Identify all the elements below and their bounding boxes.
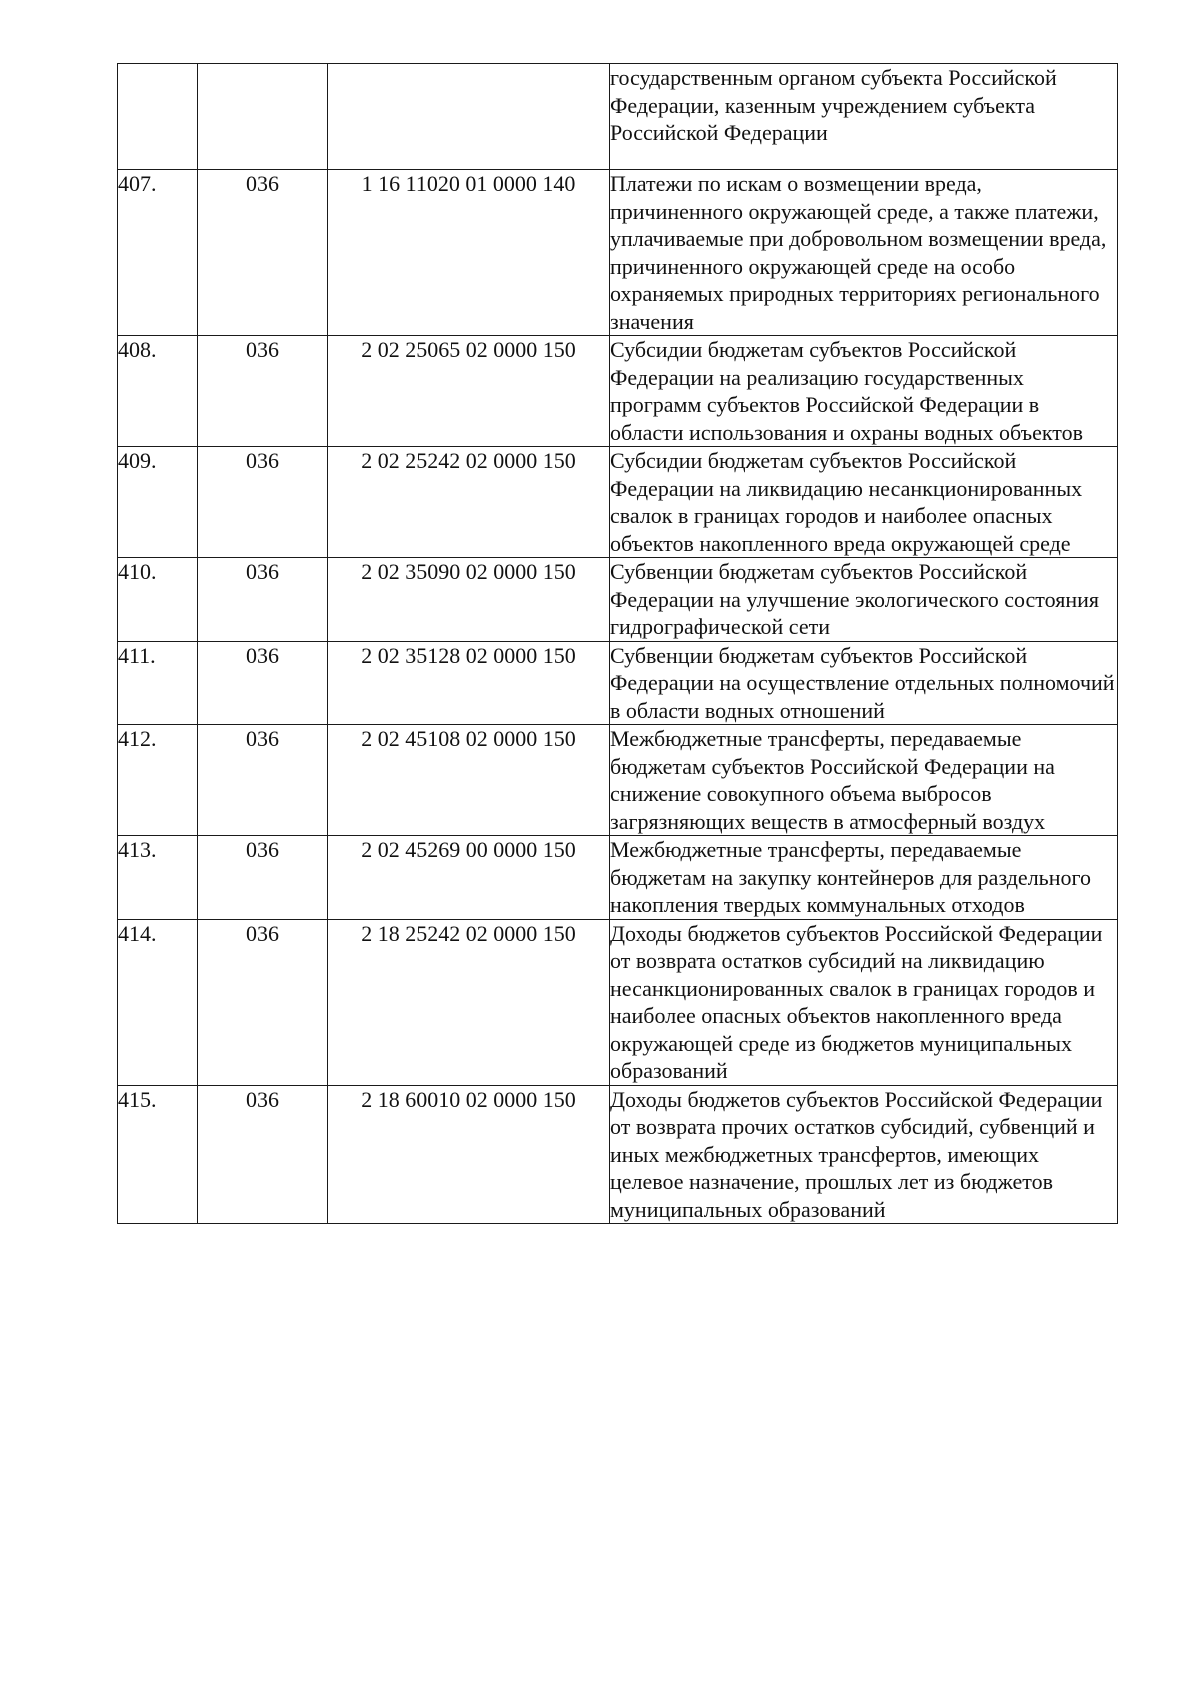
- budget-code-cell: [328, 64, 610, 170]
- row-number-cell: [118, 64, 198, 170]
- description-cell: Субвенции бюджетам субъектов Российской Федерации на улучшение экологического состояния гидрографической сети: [610, 558, 1118, 642]
- description-cell: Субсидии бюджетам субъектов Российской Федерации на ликвидацию несанкционированных свалок в границах городов и наиболее опасных объектов накопленного вреда окружающей среде: [610, 447, 1118, 558]
- admin-code-cell: 036: [198, 336, 328, 447]
- table-row: [118, 558, 1118, 642]
- admin-code-cell: 036: [198, 641, 328, 725]
- table-row: [118, 336, 1118, 447]
- description-cell: Доходы бюджетов субъектов Российской Федерации от возврата прочих остатков субсидий, субвенций и иных межбюджетных трансфертов, имеющих целевое назначение, прошлых лет из бюджетов муниципальных образований: [610, 1085, 1118, 1224]
- budget-code-cell: 1 16 11020 01 0000 140: [328, 170, 610, 336]
- description-cell: Межбюджетные трансферты, передаваемые бюджетам субъектов Российской Федерации на снижение совокупного объема выбросов загрязняющих веществ в атмосферный воздух: [610, 725, 1118, 836]
- row-number-cell: 412.: [118, 725, 198, 836]
- description-cell: Межбюджетные трансферты, передаваемые бюджетам на закупку контейнеров для раздельного накопления твердых коммунальных отходов: [610, 836, 1118, 920]
- budget-code-cell: 2 02 25242 02 0000 150: [328, 447, 610, 558]
- budget-codes-table: [117, 63, 1118, 1224]
- admin-code-cell: 036: [198, 1085, 328, 1224]
- admin-code-cell: 036: [198, 447, 328, 558]
- table-row: [118, 447, 1118, 558]
- admin-code-cell: 036: [198, 170, 328, 336]
- table-row: [118, 836, 1118, 920]
- row-number-cell: 407.: [118, 170, 198, 336]
- budget-code-cell: 2 02 25065 02 0000 150: [328, 336, 610, 447]
- description-cell: Платежи по искам о возмещении вреда, причиненного окружающей среде, а также платежи, уплачиваемые при добровольном возмещении вреда, причиненного окружающей среде на особо охраняемых природных территориях регионального значения: [610, 170, 1118, 336]
- budget-code-cell: 2 02 35090 02 0000 150: [328, 558, 610, 642]
- table-row: [118, 725, 1118, 836]
- row-number-cell: 408.: [118, 336, 198, 447]
- row-number-cell: 414.: [118, 919, 198, 1085]
- budget-code-cell: 2 18 60010 02 0000 150: [328, 1085, 610, 1224]
- table-row-continuation: [118, 64, 1118, 170]
- budget-code-cell: 2 18 25242 02 0000 150: [328, 919, 610, 1085]
- admin-code-cell: 036: [198, 836, 328, 920]
- table-row: [118, 1085, 1118, 1224]
- row-number-cell: 413.: [118, 836, 198, 920]
- budget-code-cell: 2 02 45108 02 0000 150: [328, 725, 610, 836]
- row-number-cell: 410.: [118, 558, 198, 642]
- row-number-cell: 415.: [118, 1085, 198, 1224]
- admin-code-cell: [198, 64, 328, 170]
- table-row: [118, 170, 1118, 336]
- table-row: [118, 919, 1118, 1085]
- budget-code-cell: 2 02 45269 00 0000 150: [328, 836, 610, 920]
- budget-code-cell: 2 02 35128 02 0000 150: [328, 641, 610, 725]
- description-cell: Доходы бюджетов субъектов Российской Федерации от возврата остатков субсидий на ликвидацию несанкционированных свалок в границах городов и наиболее опасных объектов накопленного вреда окружающей среде из бюджетов муниципальных образований: [610, 919, 1118, 1085]
- row-number-cell: 411.: [118, 641, 198, 725]
- admin-code-cell: 036: [198, 919, 328, 1085]
- description-cell: государственным органом субъекта Российской Федерации, казенным учреждением субъекта Российской Федерации: [610, 64, 1118, 170]
- row-number-cell: 409.: [118, 447, 198, 558]
- admin-code-cell: 036: [198, 558, 328, 642]
- description-cell: Субвенции бюджетам субъектов Российской Федерации на осуществление отдельных полномочий в области водных отношений: [610, 641, 1118, 725]
- description-cell: Субсидии бюджетам субъектов Российской Федерации на реализацию государственных программ субъектов Российской Федерации в области использования и охраны водных объектов: [610, 336, 1118, 447]
- admin-code-cell: 036: [198, 725, 328, 836]
- table-row: [118, 641, 1118, 725]
